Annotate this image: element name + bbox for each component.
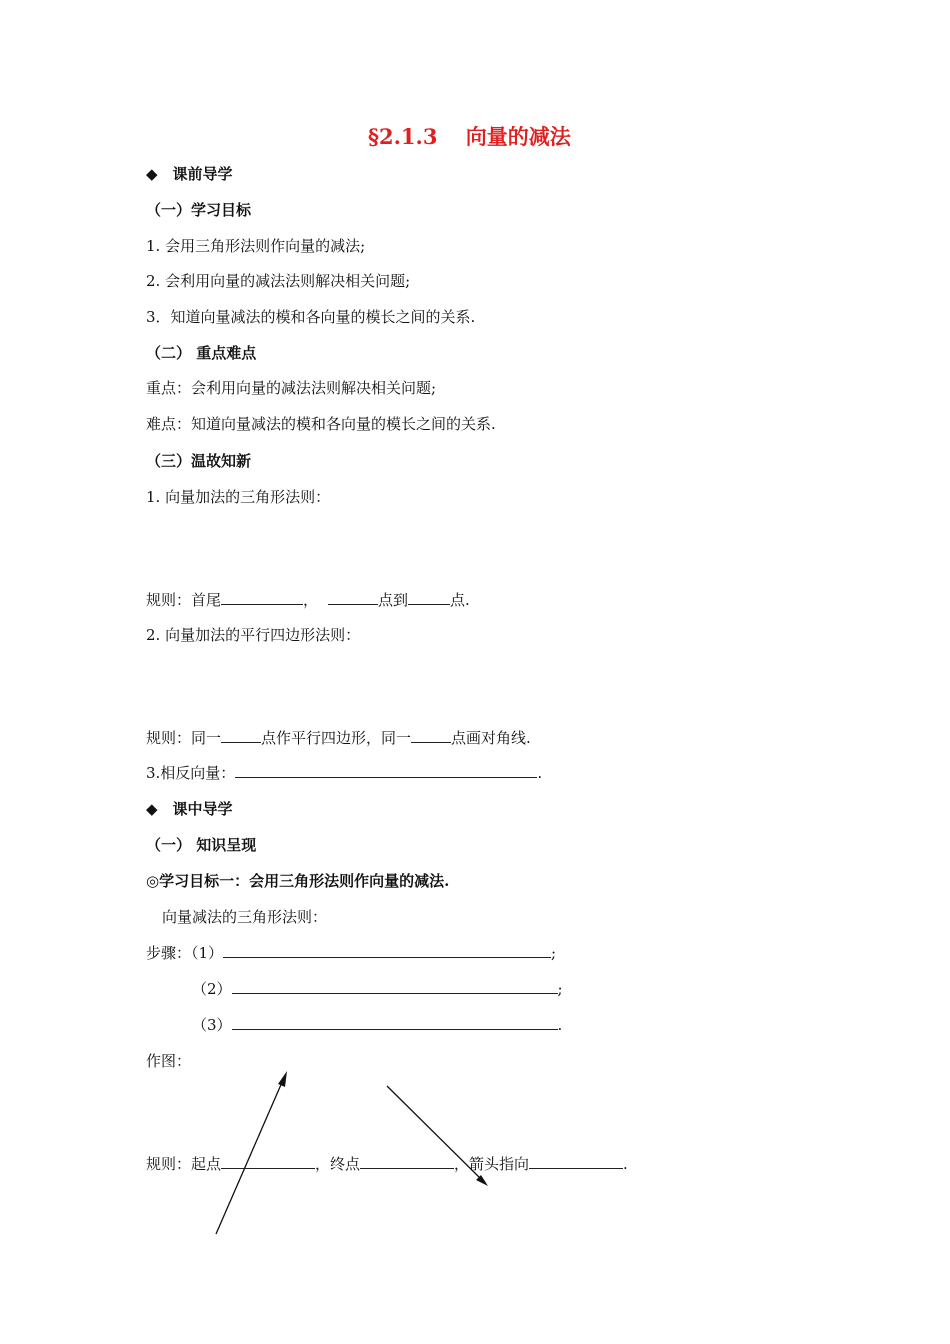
draw-label: 作图： [146,1052,192,1070]
step2-label: （2） [192,980,232,998]
page-title: §2.1.3 向量的减法 [368,124,571,149]
step3-end: . [557,1016,563,1034]
rule1-text-b: ， [303,591,319,609]
goals-heading: （一）学习目标 [146,201,252,219]
arrowhead-icon [278,1071,287,1087]
rule3-text-b: ，终点 [315,1155,361,1173]
rule3-text-a: 规则：起点 [146,1155,222,1173]
vector-b-line [387,1086,482,1180]
rule2-text-a: 规则：同一 [146,729,222,747]
section-heading-mid: ◆ 课中导学 [146,800,233,818]
knowledge-heading: （一） 知识呈现 [146,836,257,854]
review3-text-a: 3.相反向量： [146,764,236,782]
goal-item-2: 2. 会利用向量的减法法则解决相关问题; [146,272,411,290]
rule1-text-a: 规则：首尾 [146,591,222,609]
difficulty: 难点：知道向量减法的模和各向量的模长之间的关系. [146,415,496,433]
rule3-text-c: ，箭头指向 [454,1155,530,1173]
rule2-text-c: 点画对角线. [451,729,531,747]
rule1-text-c: 点到 [378,591,409,609]
review-item-1: 1. 向量加法的三角形法则： [146,488,331,506]
rule2-text-b: 点作平行四边形，同一 [261,729,412,747]
section-heading-pre: ◆ 课前导学 [146,165,233,183]
review3-text-b: . [537,764,543,782]
review-item-2: 2. 向量加法的平行四边形法则： [146,626,361,644]
goal-item-1: 1. 会用三角形法则作向量的减法; [146,237,366,255]
goal-item-3: 3．知道向量减法的模和各向量的模长之间的关系. [146,308,476,326]
key-point: 重点：会利用向量的减法法则解决相关问题; [146,379,437,397]
step1-end: ; [551,944,557,962]
keys-heading: （二） 重点难点 [146,344,257,362]
review-heading: （三）温故知新 [146,452,252,470]
rule1-text-d: 点. [450,591,470,609]
step3-label: （3） [192,1016,232,1034]
vector-a-line [216,1080,283,1234]
rule-title: 向量减法的三角形法则： [162,908,328,926]
goal-one-heading: ◎学习目标一：会用三角形法则作向量的减法. [146,872,450,890]
step2-end: ; [557,980,563,998]
step1-label: 步骤：（1） [146,944,224,962]
rule3-text-d: . [623,1155,628,1173]
